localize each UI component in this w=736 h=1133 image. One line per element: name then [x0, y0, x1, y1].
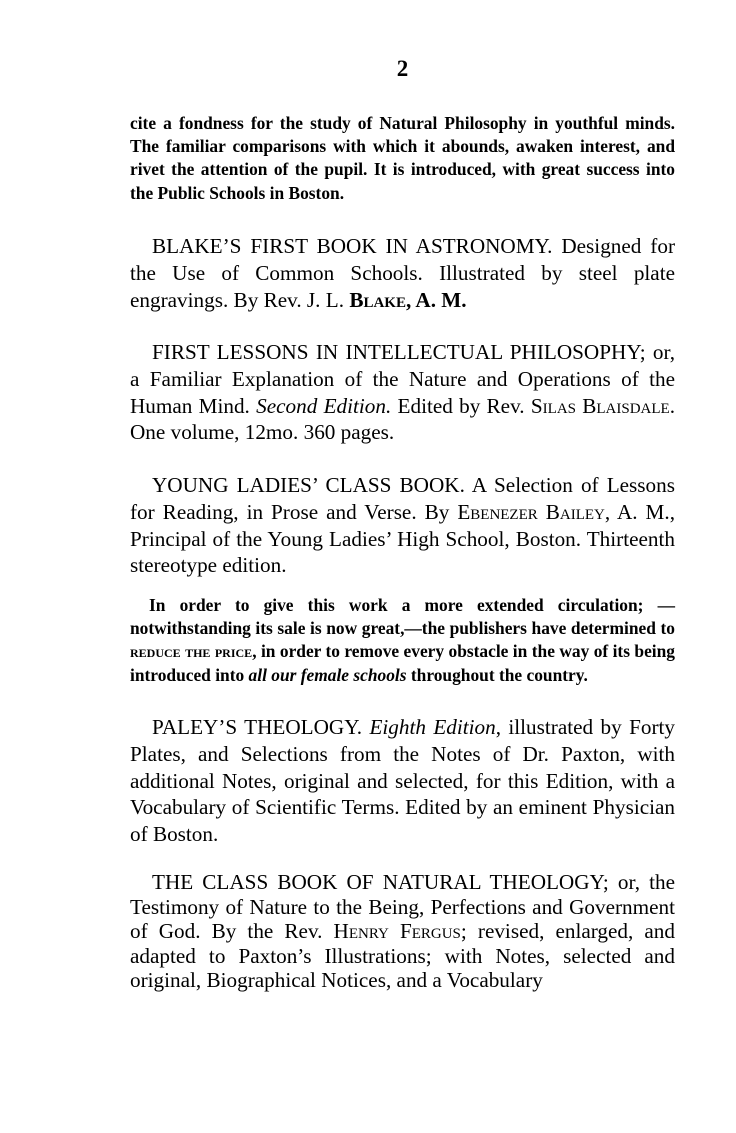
note-text: throughout the country. — [406, 664, 588, 685]
entry-title: BLAKE’S FIRST BOOK IN ASTRONOMY. — [152, 234, 553, 258]
paragraph-natural-philosophy-ending — [130, 112, 675, 205]
entry-blakes-astronomy — [130, 233, 675, 313]
entry-text: , illustrated by Forty Plates, and Selections from the Notes of Dr. Paxton, with additional Notes, original and selected, for this Edition, with a Vocabulary of Scientific Terms. Edited by an eminent Physician of Boston. — [130, 715, 675, 847]
entry-text: ; or, the Testimony of Nature to the Being, Perfections and Government of God. By the Rev. — [130, 870, 675, 944]
edition-note: Eighth Edition — [369, 715, 496, 739]
entry-text: Designed for the Use of Common Schools. Illustrated by steel plate engravings. By Rev. J. L. — [130, 234, 675, 312]
entry-paleys-theology — [130, 714, 675, 848]
entry-text: A Selection of Lessons for Reading, in Prose and Verse. By — [130, 473, 675, 524]
note-text: In order to give this work a more extended circulation; —notwithstanding its sale is now great,—the publishers have determined to — [130, 595, 675, 639]
entry-title: FIRST LESSONS IN INTELLECTUAL PHILOSOPHY — [152, 340, 640, 364]
note-text: , in order to remove every obstacle in the way of its being introduced into — [130, 641, 675, 685]
entry-text: . One volume, 12mo. 360 pages. — [130, 393, 676, 445]
entry-text: ; or, a Familiar Explanation of the Nature and Operations of the Human Mind. — [130, 340, 676, 418]
entry-intellectual-philosophy — [130, 339, 675, 446]
entry-text: Edited by Rev. — [391, 393, 531, 418]
paragraph-text: cite a fondness for the study of Natural Philosophy in youthful minds. The familiar comparisons with which it abounds, awaken interest, and rivet the attention of the pupil. It is introduced, with great success into the Public Schools in Boston. — [130, 113, 675, 203]
emphasis-text: reduce the price — [130, 641, 253, 662]
entry-natural-theology — [130, 870, 675, 993]
author-suffix: , A. M. — [405, 287, 467, 312]
note-price-reduction — [130, 594, 675, 687]
italic-text: all our female schools — [248, 664, 407, 685]
entry-text: ; revised, enlarged, and adapted to Paxton’s Illustrations; with Notes, selected and original, Biographical Notices, and a Vocabulary — [130, 919, 675, 993]
entry-text: , A. M., Principal of the Young Ladies’ High School, Boston. Thirteenth stereotype edition. — [130, 499, 675, 578]
author-name: Henry Fergus — [333, 919, 461, 944]
edition-note: Second Edition. — [256, 393, 392, 418]
entry-title: YOUNG LADIES’ CLASS BOOK. — [152, 473, 465, 497]
entry-title: PALEY’S THEOLOGY. — [152, 715, 363, 739]
author-name: Blake — [349, 287, 406, 312]
entry-title: THE CLASS BOOK OF NATURAL THEOLOGY — [152, 870, 603, 894]
author-name: Silas Blaisdale — [530, 393, 670, 418]
page-number: 2 — [396, 56, 409, 81]
author-name: Ebenezer Bailey — [457, 499, 605, 524]
entry-young-ladies-class-book — [130, 472, 675, 579]
